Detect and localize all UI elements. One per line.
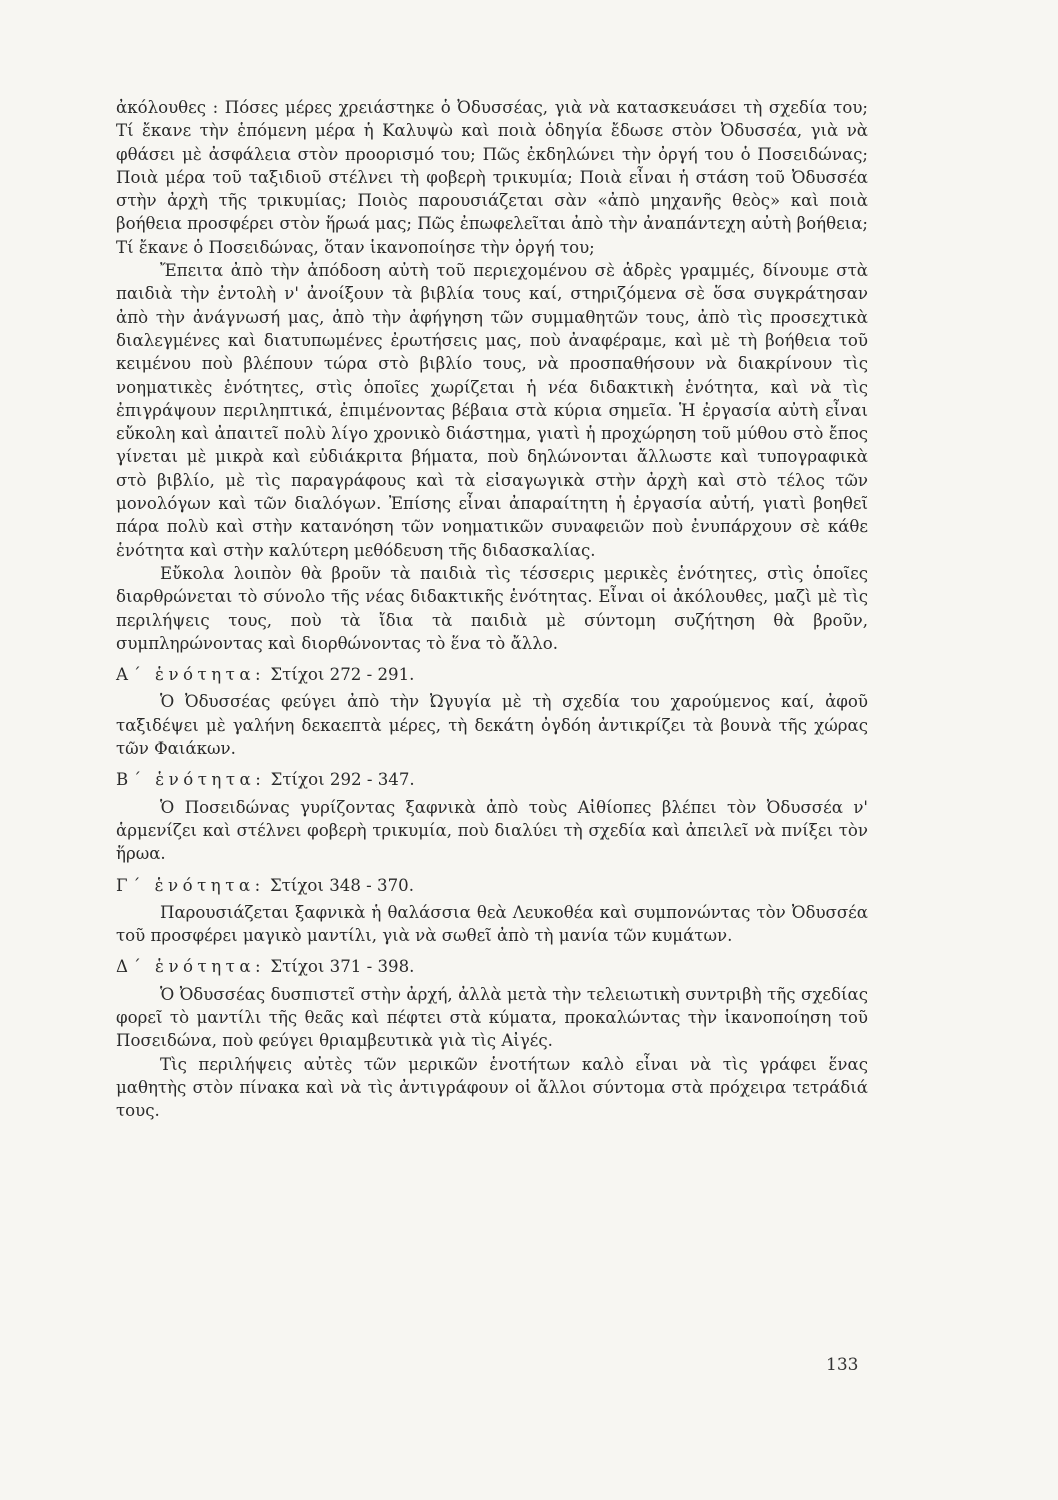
page-body — [116, 96, 868, 1122]
section-a-text: Ὁ Ὀδυσσέας φεύγει ἀπὸ τὴν Ὠγυγία μὲ τὴ σχεδία του χαρούμενος καί, ἀφοῦ ταξιδέψει μὲ γαλήνη δεκαεπτὰ μέρες, τὴ δεκάτη ὀγδόη ἀντικρίζει τὰ βουνὰ τῆς χώρας τῶν Φαιάκων. — [116, 692, 868, 759]
section-b-text: Ὁ Ποσειδώνας γυρίζοντας ξαφνικὰ ἀπὸ τοὺς Αἰθίοπες βλέπει τὸν Ὀδυσσέα ν' ἁρμενίζει καὶ στέλνει φοβερὴ τρικυμία, ποὺ διαλύει τὴ σχεδία καὶ ἀπειλεῖ νὰ πνίξει τὸν ἥρωα. — [116, 797, 868, 864]
section-c-text: Παρουσιάζεται ξαφνικὰ ἡ θαλάσσια θεὰ Λευκοθέα καὶ συμπονώντας τὸν Ὀδυσσέα τοῦ προσφέρει μαγικὸ μαντίλι, γιὰ νὰ σωθεῖ ἀπὸ τὴ μανία τῶν κυμάτων. — [116, 902, 868, 946]
paragraph-questions: ἀκόλουθες : Πόσες μέρες χρειάστηκε ὁ Ὀδυσσέας, γιὰ νὰ κατασκευάσει τὴ σχεδία του; Τί ἔκανε τὴν ἑπόμενη μέρα ἡ Καλυψὼ καὶ ποιὰ ὁδηγία ἔδωσε στὸν Ὀδυσσέα, γιὰ νὰ φθάσει μὲ ἀσφάλεια στὸν προορισμό του; Πῶς ἐκδηλώνει τὴν ὀργή του ὁ Ποσειδώνας; Ποιὰ μέρα τοῦ ταξιδιοῦ στέλνει τὴ φοβερὴ τρικυμία; Ποιὰ εἶναι ἡ στάση τοῦ Ὀδυσσέα στὴν ἀρχὴ τῆς τρικυμίας; Ποιὸς παρουσιάζεται σὰν «ἀπὸ μηχανῆς θεὸς» καὶ ποιὰ βοήθεια προσφέρει στὸν ἥρωά μας; Πῶς ἐπωφελεῖται ἀπὸ τὴν ἀναπάντεχη αὐτὴ βοήθεια; Τί ἔκανε ὁ Ποσειδώνας, ὅταν ἱκανοποίησε τὴν ὀργή του; — [116, 98, 868, 257]
section-d-text: Ὁ Ὀδυσσέας δυσπιστεῖ στὴν ἀρχή, ἀλλὰ μετὰ τὴν τελειωτικὴ συντριβὴ τῆς σχεδίας φορεῖ τὸ μαντίλι τῆς θεᾶς καὶ πέφτει στὰ κύματα, προκαλώντας τὴν ἱκανοποίηση τοῦ Ποσειδώνα, ποὺ φεύγει θριαμβευτικὰ γιὰ τὶς Αἰγές. — [116, 984, 868, 1051]
paragraph-intro-sections: Εὔκολα λοιπὸν θὰ βροῦν τὰ παιδιὰ τὶς τέσσερις μερικὲς ἑνότητες, στὶς ὁποῖες διαρθρώνεται τὸ σύνολο τῆς νέας διδακτικῆς ἑνότητας. Εἶναι οἱ ἀκόλουθες, μαζὶ μὲ τὶς περιλήψεις τους, ποὺ τὰ ἴδια τὰ παιδιὰ μὲ σύντομη συζήτηση θὰ βροῦν, συμπληρώνοντας καὶ διορθώνοντας τὸ ἕνα τὸ ἄλλο. — [116, 563, 868, 653]
page-number: 133 — [826, 1355, 859, 1375]
section-a-heading: Α΄ ἑνότητα: Στίχοι 272 - 291. — [116, 665, 415, 685]
section-d-heading: Δ΄ ἑνότητα: Στίχοι 371 - 398. — [116, 957, 415, 977]
paragraph-method: Ἔπειτα ἀπὸ τὴν ἀπόδοση αὐτὴ τοῦ περιεχομένου σὲ ἁδρὲς γραμμές, δίνουμε στὰ παιδιὰ τὴν ἐντολὴ ν' ἀνοίξουν τὰ βιβλία τους καί, στηριζόμενα σὲ ὅσα συγκράτησαν ἀπὸ τὴν ἀνάγνωσή μας, ἀπὸ τὴν ἀφήγηση τῶν συμμαθητῶν τους, ἀπὸ τὶς προσεχτικὰ διαλεγμένες καὶ διατυπωμένες ἐρωτήσεις μας, ποὺ ἀναφέραμε, καὶ μὲ τὴ βοήθεια τοῦ κειμένου ποὺ βλέπουν τώρα στὸ βιβλίο τους, νὰ προσπαθήσουν νὰ διακρίνουν τὶς νοηματικὲς ἑνότητες, στὶς ὁποῖες χωρίζεται ἡ νέα διδακτικὴ ἑνότητα, καὶ νὰ τὶς ἐπιγράψουν περιληπτικά, ἐπιμένοντας βέβαια στὰ κύρια σημεῖα. Ἡ ἐργασία αὐτὴ εἶναι εὔκολη καὶ ἀπαιτεῖ πολὺ λίγο χρονικὸ διάστημα, γιατὶ ἡ προχώρηση τοῦ μύθου στὸ ἔπος γίνεται μὲ μικρὰ καὶ εὐδιάκριτα βήματα, ποὺ δηλώνονται ἄλλωστε καὶ τυπογραφικὰ στὸ βιβλίο, μὲ τὶς παραγράφους καὶ τὰ εἰσαγωγικὰ στὴν ἀρχὴ καὶ στὸ τέλος τῶν μονολόγων καὶ τῶν διαλόγων. Ἐπίσης εἶναι ἀπαραίτητη ἡ ἐργασία αὐτή, γιατὶ βοηθεῖ πάρα πολὺ καὶ στὴν κατανόηση τῶν νοηματικῶν συναφειῶν ποὺ ἐνυπάρχουν σὲ κάθε ἑνότητα καὶ στὴν καλύτερη μεθόδευση τῆς διδασκαλίας. — [116, 261, 868, 560]
paragraph-closing: Τὶς περιλήψεις αὐτὲς τῶν μερικῶν ἑνοτήτων καλὸ εἶναι νὰ τὶς γράφει ἕνας μαθητὴς στὸν πίνακα καὶ νὰ τὶς ἀντιγράφουν οἱ ἄλλοι σύντομα στὰ πρόχειρα τετράδιά τους. — [116, 1054, 868, 1121]
section-b-heading: Β΄ ἑνότητα: Στίχοι 292 - 347. — [116, 770, 415, 790]
section-c-heading: Γ΄ ἑνότητα: Στίχοι 348 - 370. — [116, 875, 414, 895]
